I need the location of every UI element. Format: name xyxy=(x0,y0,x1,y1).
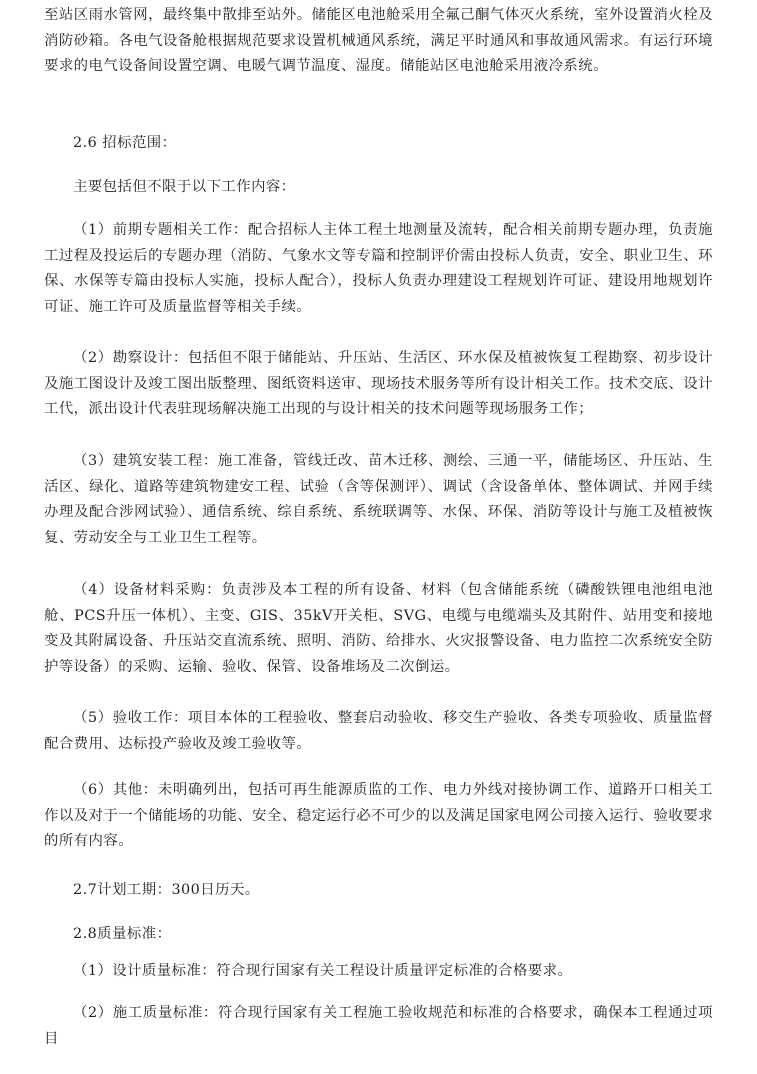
section-2-8-heading: 2.8质量标准： xyxy=(73,926,172,942)
scope-item-4: （4）设备材料采购：负责涉及本工程的所有设备、材料（包含储能系统（磷酸铁锂电池组电池舱、PCS升压一体机）、主变、GIS、35kV开关柜、SVG、电缆与电缆端头及其附件、站用变和接地变及其附属设备、升压站交直流系统、照明、消防、给排水、火灾报警设备、电力监控二次系统安全防护等设备）的采购、运输、验收、保管、设备堆场及二次倒运。 xyxy=(44,582,713,675)
scope-item-3: （3）建筑安装工程：施工准备，管线迁改、苗木迁移、测绘、三通一平，储能场区、升压站、生活区、绿化、道路等建筑物建安工程、试验（含等保测评）、调试（含设备单体、整体调试、并网手续办理及配合涉网试验）、通信系统、综自系统、系统联调等、水保、环保、消防等设计与施工及植被恢复、劳动安全与工业卫生工程等。 xyxy=(44,453,713,546)
intro-paragraph: 至站区雨水管网，最终集中散排至站外。储能区电池舱采用全氟己酮气体灭火系统，室外设置消火栓及消防砂箱。各电气设备舱根据规范要求设置机械通风系统，满足平时通风和事故通风需求。有运行环境要求的电气设备间设置空调、电暖气调节温度、湿度。储能站区电池舱采用液冷系统。 xyxy=(44,7,713,74)
scope-item-2: （2）勘察设计：包括但不限于储能站、升压站、生活区、环水保及植被恢复工程勘察、初步设计及施工图设计及竣工图出版整理、图纸资料送审、现场技术服务等所有设计相关工作。技术交底、设计工代，派出设计代表驻现场解决施工出现的与设计相关的技术问题等现场服务工作； xyxy=(44,350,713,417)
section-2-6-lead: 主要包括但不限于以下工作内容： xyxy=(73,179,296,195)
scope-item-5: （5）验收工作：项目本体的工程验收、整套启动验收、移交生产验收、各类专项验收、质量监督配合费用、达标投产验收及竣工验收等。 xyxy=(44,710,713,752)
quality-item-2: （2）施工质量标准：符合现行国家有关工程施工验收规范和标准的合格要求，确保本工程通过项目 xyxy=(44,1005,713,1047)
scope-item-6: （6）其他：未明确列出，包括可再生能源质监的工作、电力外线对接协调工作、道路开口相关工作以及对于一个储能场的功能、安全、稳定运行必不可少的以及满足国家电网公司接入运行、验收要求的所有内容。 xyxy=(44,782,713,849)
scope-item-1: （1）前期专题相关工作：配合招标人主体工程土地测量及流转，配合相关前期专题办理，负责施工过程及投运后的专题办理（消防、气象水文等专篇和控制评价需由投标人负责，安全、职业卫生、环保、水保等专篇由投标人实施，投标人配合），投标人负责办理建设工程规划许可证、建设用地规划许可证、施工许可及质量监督等相关手续。 xyxy=(44,222,713,315)
quality-item-1: （1）设计质量标准：符合现行国家有关工程设计质量评定标准的合格要求。 xyxy=(73,963,573,979)
section-2-7-heading: 2.7计划工期：300日历天。 xyxy=(73,882,260,898)
section-2-6-heading: 2.6 招标范围： xyxy=(73,135,177,151)
